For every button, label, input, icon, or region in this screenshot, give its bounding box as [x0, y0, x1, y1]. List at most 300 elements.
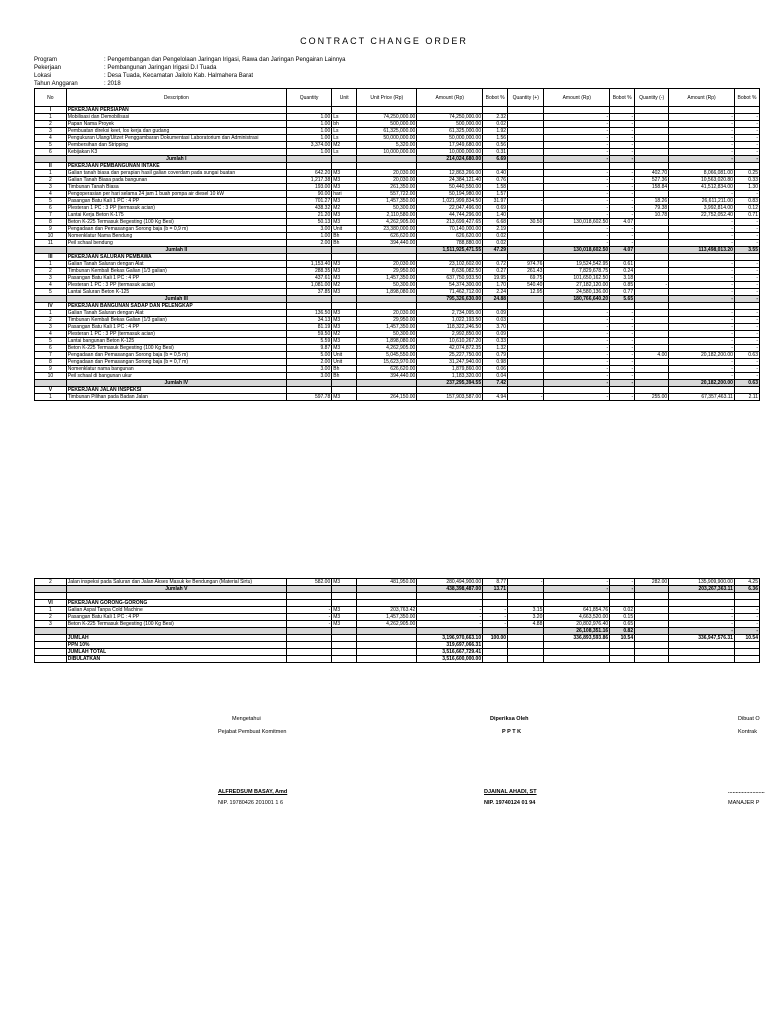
sig-right-nip: MANAJER P	[728, 800, 760, 806]
table-cell	[286, 634, 331, 641]
table-cell: Bh	[332, 366, 357, 373]
table-cell	[508, 184, 544, 191]
table-cell: 264,150.00	[357, 394, 417, 401]
table-cell: 0.63	[734, 380, 759, 387]
table-cell: 74,250,000.00	[417, 114, 483, 121]
table-cell: 255.00	[635, 394, 669, 401]
table-cell	[35, 655, 67, 662]
table-cell: M3	[332, 289, 357, 296]
table-cell: 0.27	[483, 268, 508, 275]
table-row	[35, 613, 760, 620]
table-cell: 67,357,463.11	[669, 394, 735, 401]
table-row	[35, 366, 760, 373]
table-cell-description: Timbunan Kembali Bekas Galian (1/3 galian)	[66, 317, 286, 324]
table-cell-description: Galian tanah biasa dan perapian hasil galian coverdam pada sungai buatan	[66, 170, 286, 177]
table-cell	[635, 310, 669, 317]
table-cell	[635, 289, 669, 296]
sig-mid-role: P P T K	[502, 729, 522, 735]
table-cell: 5.59	[286, 338, 331, 345]
table-cell	[635, 114, 669, 121]
table-cell: 4	[35, 135, 67, 142]
table-cell	[357, 387, 417, 394]
table-row	[35, 268, 760, 275]
table-cell: -	[734, 331, 759, 338]
table-cell	[635, 345, 669, 352]
sig-mid-caption: Diperiksa Oleh	[490, 716, 529, 722]
table-cell: -	[669, 121, 735, 128]
table-cell: 1,217.38	[286, 177, 331, 184]
table-cell: 1.30	[734, 184, 759, 191]
table-cell: 788,880.00	[417, 240, 483, 247]
table-cell: 527.36	[635, 177, 669, 184]
table-cell	[417, 387, 483, 394]
table-cell: 31.97	[483, 198, 508, 205]
table-cell	[635, 296, 669, 303]
table-cell: -	[544, 373, 610, 380]
table-cell-description: Kebijakan K3	[66, 149, 286, 156]
table-cell	[635, 226, 669, 233]
table-cell: 214,024,680.00	[417, 156, 483, 163]
table-cell: 5,320.00	[357, 142, 417, 149]
table-cell: 2	[35, 177, 67, 184]
table-cell: 1.00	[286, 233, 331, 240]
table-row	[35, 655, 760, 662]
table-cell: -	[544, 198, 610, 205]
table-cell: -	[669, 191, 735, 198]
table-cell: 0.83	[734, 198, 759, 205]
table-cell: 4	[35, 191, 67, 198]
table-cell	[35, 247, 67, 254]
table-cell: 158.84	[635, 184, 669, 191]
table-cell: 23,102,602.00	[417, 261, 483, 268]
table-cell: -	[669, 268, 735, 275]
table-cell-description: DIBULATKAN	[66, 655, 286, 662]
table-cell-description: Pengadaan dan Pemasangan Sorong baja (b = 0,7 m)	[66, 359, 286, 366]
table-cell: 0.71	[734, 212, 759, 219]
table-cell: -	[610, 135, 635, 142]
table-cell: 50,000,000.00	[417, 135, 483, 142]
table-cell: 282.00	[635, 579, 669, 586]
table-cell: 4,663,520.00	[544, 613, 610, 620]
table-cell: -	[734, 135, 759, 142]
header-quantity: Quantity	[286, 89, 331, 107]
table-cell: 557,722.00	[357, 191, 417, 198]
table-row	[35, 254, 760, 261]
table-cell: 20,030.00	[357, 310, 417, 317]
table-cell: 394,440.00	[357, 240, 417, 247]
table-cell: -	[734, 268, 759, 275]
table-cell-description: Galian Aspal Tanpa Cold Machine	[66, 606, 286, 613]
table-cell: -	[286, 620, 331, 627]
table-cell	[635, 627, 669, 634]
table-cell: -	[610, 184, 635, 191]
table-cell: -	[669, 233, 735, 240]
table-cell	[332, 641, 357, 648]
table-cell: -	[669, 149, 735, 156]
table-cell: M3	[332, 177, 357, 184]
table-cell: M3	[332, 620, 357, 627]
table-cell: 24,580,136.00	[544, 289, 610, 296]
table-cell	[610, 163, 635, 170]
table-cell-description: PEKERJAAN GORONG-GORONG	[66, 599, 286, 606]
table-row	[35, 331, 760, 338]
table-cell: -	[734, 114, 759, 121]
table-cell: 0.76	[483, 177, 508, 184]
table-cell: -	[669, 135, 735, 142]
table-cell: 319,697,066.31	[417, 641, 483, 648]
table-cell-description: Pasangan Batu Kali 1 PC : 4 PP	[66, 198, 286, 205]
table-cell: -	[669, 240, 735, 247]
table-row	[35, 135, 760, 142]
table-cell: 50,440,550.00	[417, 184, 483, 191]
table-cell: -	[669, 606, 735, 613]
table-cell: 1	[35, 114, 67, 121]
table-cell	[635, 620, 669, 627]
table-cell: -	[610, 142, 635, 149]
table-cell: 0.06	[483, 366, 508, 373]
table-cell	[635, 261, 669, 268]
table-cell: 1	[35, 310, 67, 317]
table-cell	[635, 107, 669, 114]
table-cell: 0.02	[483, 240, 508, 247]
table-row	[35, 606, 760, 613]
table-cell: -	[669, 310, 735, 317]
header-no: No	[35, 89, 67, 107]
table-cell-description: Pengadaan dan Pemasangan Sorong baja (b = 0,9 m)	[66, 226, 286, 233]
table-cell	[508, 156, 544, 163]
table-cell	[332, 387, 357, 394]
table-row	[35, 352, 760, 359]
table-row	[35, 324, 760, 331]
header-description: Description	[66, 89, 286, 107]
table-cell: 29,950.00	[357, 317, 417, 324]
table-cell: 6.68	[483, 219, 508, 226]
table-row	[35, 205, 760, 212]
table-cell: 24.88	[483, 296, 508, 303]
table-cell-description: PEKERJAAN JALAN INSPEKSI	[66, 387, 286, 394]
table-cell: 10,563,020.80	[669, 177, 735, 184]
table-cell: M3	[332, 324, 357, 331]
table-cell-description: PEKERJAAN PERSIAPAN	[66, 107, 286, 114]
table-cell: 795,326,630.00	[417, 296, 483, 303]
table-cell: 2.32	[483, 114, 508, 121]
table-cell: 1,511,925,471.55	[417, 247, 483, 254]
table-cell: 7	[35, 352, 67, 359]
table-cell	[332, 303, 357, 310]
table-cell: -	[544, 324, 610, 331]
table-cell	[508, 317, 544, 324]
table-row	[35, 114, 760, 121]
table-cell	[508, 240, 544, 247]
table-cell	[544, 163, 610, 170]
table-cell: 22,047,496.00	[417, 205, 483, 212]
table-cell: 4.07	[610, 247, 635, 254]
table-cell: 4	[35, 282, 67, 289]
table-row	[35, 121, 760, 128]
table-cell: M3	[332, 275, 357, 282]
sig-right-name: ........................	[728, 789, 765, 795]
table-cell: 7,829,678.75	[544, 268, 610, 275]
table-cell	[417, 303, 483, 310]
table-cell	[286, 156, 331, 163]
table-cell-description: Lantai Kerja Beton K-175	[66, 212, 286, 219]
table-cell: 157,903,587.00	[417, 394, 483, 401]
table-cell	[508, 373, 544, 380]
table-cell	[35, 634, 67, 641]
sig-right-role: Kontrak	[738, 729, 757, 735]
table-cell	[286, 380, 331, 387]
table-cell: 90.00	[286, 191, 331, 198]
table-cell: 1	[35, 170, 67, 177]
table-cell	[635, 655, 669, 662]
table-cell: 582.00	[286, 579, 331, 586]
header-quantity-minus: Quantity (-)	[635, 89, 669, 107]
table-cell: -	[734, 373, 759, 380]
table-cell: 1.00	[286, 114, 331, 121]
table-cell: 438,398,487.00	[417, 586, 483, 593]
table-cell: 10,610,267.20	[417, 338, 483, 345]
table-cell: 8	[35, 219, 67, 226]
table-cell: 10.78	[635, 212, 669, 219]
table-cell: -	[610, 352, 635, 359]
table-cell: 17,949,680.00	[417, 142, 483, 149]
table-cell	[286, 648, 331, 655]
table-cell: 4.25	[734, 579, 759, 586]
table-cell	[332, 627, 357, 634]
table-cell: 74,250,000.00	[357, 114, 417, 121]
table-cell	[483, 627, 508, 634]
table-cell: -	[544, 212, 610, 219]
table-cell: 20,802,976.40	[544, 620, 610, 627]
table-cell: -	[417, 613, 483, 620]
table-cell: 4.07	[610, 219, 635, 226]
table-cell: -	[610, 345, 635, 352]
table-cell: VI	[35, 599, 67, 606]
table-cell: 5	[35, 198, 67, 205]
table-cell: 626,620.00	[417, 233, 483, 240]
table-cell: M2	[332, 142, 357, 149]
table-cell: 3,374.00	[286, 142, 331, 149]
table-cell: 1,022,193.50	[417, 317, 483, 324]
table-cell: 0.09	[483, 331, 508, 338]
table-cell: 641,854.76	[544, 606, 610, 613]
table-cell: 1,898,080.00	[357, 289, 417, 296]
table-cell: 11	[35, 240, 67, 247]
table-cell: -	[544, 205, 610, 212]
table-cell: 10,000,000.00	[417, 149, 483, 156]
table-row	[35, 387, 760, 394]
table-cell-description: Pembuatan direksi keet, los kerja dan gudang	[66, 128, 286, 135]
table-cell: 2	[35, 579, 67, 586]
table-cell	[483, 107, 508, 114]
table-cell	[417, 254, 483, 261]
table-cell: -	[610, 359, 635, 366]
table-cell: -	[669, 128, 735, 135]
table-row	[35, 579, 760, 586]
table-cell: 22,752,052.40	[669, 212, 735, 219]
table-cell: -	[544, 240, 610, 247]
table-cell: 1,457,350.00	[357, 198, 417, 205]
table-cell: 280,494,900.00	[417, 579, 483, 586]
table-cell: -	[734, 149, 759, 156]
table-cell-description: Beton K-225 Termasuk Begesting (100 Kg Besi)	[66, 219, 286, 226]
table-cell: 26,611,211.00	[669, 198, 735, 205]
table-cell: -	[508, 198, 544, 205]
table-cell-description: Pasangan Batu Kali 1 PC : 4 PP	[66, 613, 286, 620]
table-cell: 3	[35, 275, 67, 282]
table-cell	[286, 303, 331, 310]
table-cell	[286, 247, 331, 254]
sig-mid-nip: NIP. 19740124 01 94	[484, 800, 536, 806]
table-cell: 10,000,000.00	[357, 149, 417, 156]
table-cell: 0.77	[610, 289, 635, 296]
table-cell	[508, 586, 544, 593]
table-cell: 2	[35, 121, 67, 128]
table-cell: 20,030.00	[357, 177, 417, 184]
table-cell: 136.50	[286, 310, 331, 317]
table-cell	[35, 641, 67, 648]
table-cell: -	[544, 114, 610, 121]
table-cell: 0.63	[734, 352, 759, 359]
table-cell-description: Plesteran 1 PC : 3 PP (termasuk acian)	[66, 205, 286, 212]
table-cell	[669, 599, 735, 606]
table-cell: 1.00	[286, 149, 331, 156]
table-cell	[635, 275, 669, 282]
table-cell	[610, 599, 635, 606]
table-row	[35, 296, 760, 303]
table-cell	[332, 599, 357, 606]
sig-left-nip: NIP. 19780426 201001 1 6	[218, 800, 284, 806]
table-cell: 3	[35, 128, 67, 135]
table-cell	[635, 163, 669, 170]
table-cell	[635, 366, 669, 373]
table-cell: -	[669, 317, 735, 324]
table-cell	[508, 634, 544, 641]
table-cell: M3	[332, 394, 357, 401]
table-cell: -	[669, 345, 735, 352]
table-cell	[508, 149, 544, 156]
table-row	[35, 156, 760, 163]
table-cell: 12,863,266.00	[417, 170, 483, 177]
table-cell: -	[734, 156, 759, 163]
table-cell: -	[610, 324, 635, 331]
table-cell: 0.82	[610, 627, 635, 634]
table-cell: 4,262,905.00	[357, 219, 417, 226]
table-cell: 2.00	[286, 359, 331, 366]
table-cell: -	[669, 627, 735, 634]
table-cell	[417, 163, 483, 170]
table-cell: 47.29	[483, 247, 508, 254]
table-cell: 37.85	[286, 289, 331, 296]
table-cell	[357, 247, 417, 254]
table-row	[35, 107, 760, 114]
table-cell	[635, 254, 669, 261]
meta-program: Program : Pengembangan dan Pengelolaan Jaringan Irigasi, Rawa dan Jaringan Pengairan Lainnya	[34, 57, 346, 63]
table-cell	[332, 586, 357, 593]
table-cell-description: Lantai bangunan Beton K-125	[66, 338, 286, 345]
table-cell: -	[669, 142, 735, 149]
table-cell	[332, 655, 357, 662]
header-bobot-plus: Bobot %	[610, 89, 635, 107]
table-cell: 1,457,350.00	[357, 324, 417, 331]
table-cell: 50,300.00	[357, 282, 417, 289]
table-cell: 6	[35, 345, 67, 352]
sig-right-caption: Dibuat O	[738, 716, 760, 722]
table-cell: 2	[35, 268, 67, 275]
table-cell	[508, 205, 544, 212]
table-cell: -	[734, 275, 759, 282]
table-cell	[483, 641, 508, 648]
table-cell: V	[35, 387, 67, 394]
table-cell: -	[734, 219, 759, 226]
table-cell: -	[286, 613, 331, 620]
table-cell-description: Papan Nama Proyek	[66, 121, 286, 128]
table-cell: -	[669, 613, 735, 620]
table-cell	[544, 387, 610, 394]
table-cell	[357, 303, 417, 310]
table-cell: -	[734, 338, 759, 345]
table-cell: M3	[332, 212, 357, 219]
table-cell: 2,110,580.00	[357, 212, 417, 219]
table-cell: -	[669, 282, 735, 289]
table-cell: 5	[35, 289, 67, 296]
table-cell: -	[734, 310, 759, 317]
table-cell: Ls	[332, 135, 357, 142]
table-cell: -	[286, 606, 331, 613]
table-cell	[357, 156, 417, 163]
table-cell	[357, 599, 417, 606]
table-cell: -	[734, 345, 759, 352]
table-cell: 4.00	[635, 352, 669, 359]
table-cell: 101,650,162.50	[544, 275, 610, 282]
table-cell: -	[544, 121, 610, 128]
table-cell	[357, 634, 417, 641]
table-cell: Bh	[332, 240, 357, 247]
table-cell: -	[544, 191, 610, 198]
table-cell: 1,898,080.00	[357, 338, 417, 345]
table-cell: 261.43	[508, 268, 544, 275]
table-cell: 597.78	[286, 394, 331, 401]
table-cell	[610, 648, 635, 655]
table-cell: 69.75	[508, 275, 544, 282]
table-cell	[635, 142, 669, 149]
table-cell	[544, 648, 610, 655]
table-cell: 3.15	[508, 606, 544, 613]
table-cell: 1.92	[483, 128, 508, 135]
table-cell: 20,030.00	[357, 261, 417, 268]
table-cell: 71,462,712.00	[417, 289, 483, 296]
table-cell	[610, 107, 635, 114]
table-cell: 7.42	[483, 380, 508, 387]
table-cell	[332, 634, 357, 641]
table-cell: 4	[35, 331, 67, 338]
table-cell: bh	[332, 121, 357, 128]
table-cell: 1.00	[286, 128, 331, 135]
table-cell: -	[610, 233, 635, 240]
table-row	[35, 359, 760, 366]
table-row	[35, 177, 760, 184]
table-cell: 203,763.42	[357, 606, 417, 613]
table-cell	[357, 627, 417, 634]
table-cell	[286, 163, 331, 170]
table-cell: 118,322,246.50	[417, 324, 483, 331]
table-row	[35, 142, 760, 149]
table-cell	[357, 648, 417, 655]
cco-table-top	[34, 88, 760, 401]
table-cell: 4,262,905.00	[357, 620, 417, 627]
table-cell-description: Pembersihan dan Stripping	[66, 142, 286, 149]
table-cell	[483, 303, 508, 310]
